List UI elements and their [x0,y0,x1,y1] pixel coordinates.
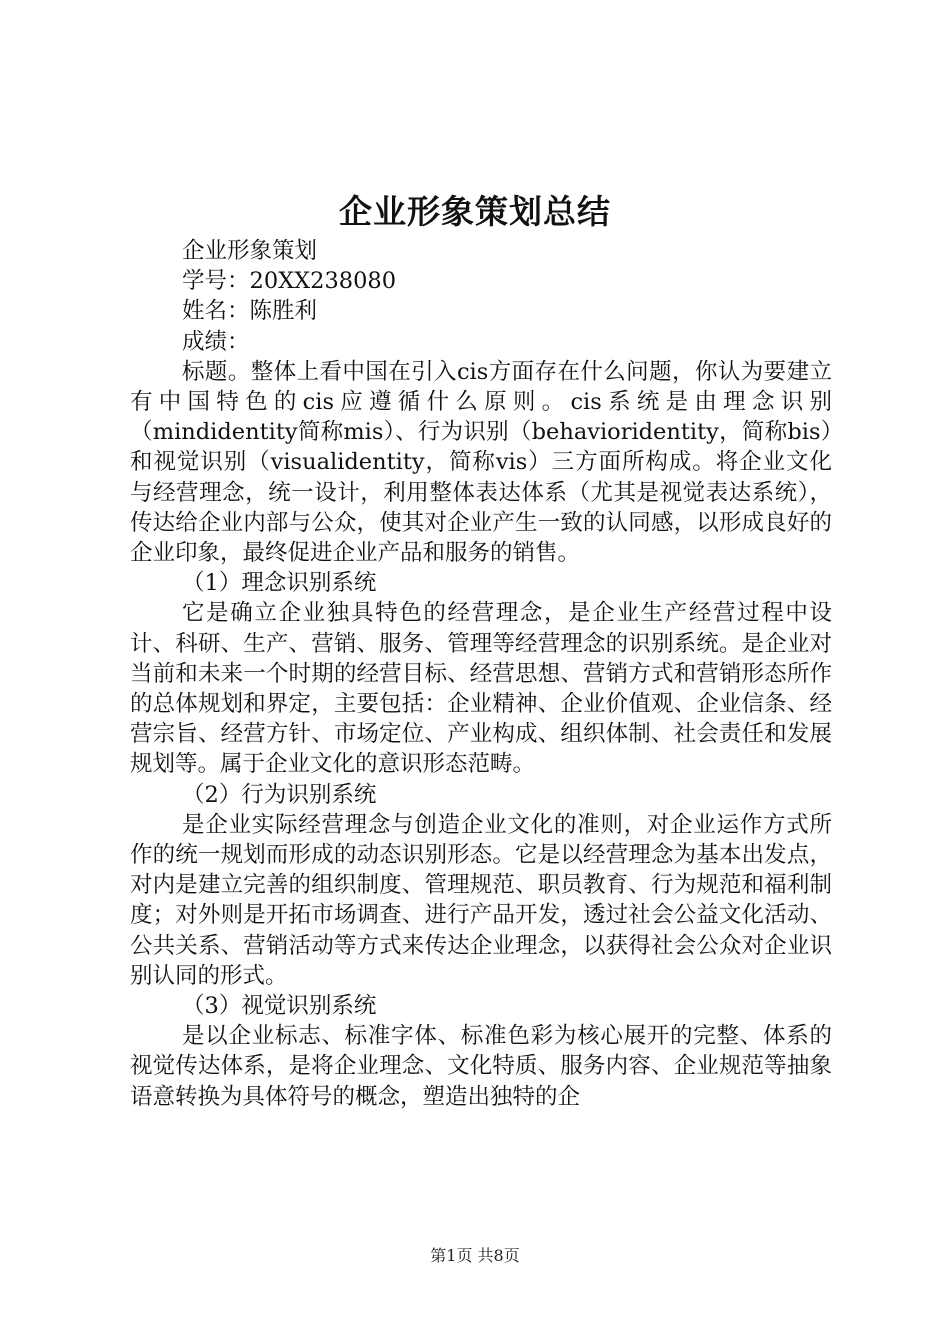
section-heading-behavior: （2）行为识别系统 [182,781,377,808]
name-line: 姓名：陈胜利 [182,298,318,325]
grade-line: 成绩： [182,328,250,355]
intro-paragraph: 标题。整体上看中国在引入cis方面存在什么问题，你认为要建立有中国特色的cis应遵循什么原则。cis系统是由理念识别（mindidentity简称mis）、行为识别（behavioridentity，简称bis）和视觉识别（visualidentity，简称vis）三方面所构成。将企业文化与经营理念，统一设计，利用整体表达体系（尤其是视觉表达系统），传达给企业内部与公众，使其对企业产生一致的认同感，以形成良好的企业印象，最终促进企业产品和服务的销售。 [130,358,832,567]
document-body [130,236,832,1112]
subtitle-line: 企业形象策划 [182,238,318,264]
section-text-behavior: 是企业实际经营理念与创造企业文化的准则，对企业运作方式所作的统一规划而形成的动态识别形态。它是以经营理念为基本出发点，对内是建立完善的组织制度、管理规范、职员教育、行为规范和福利制度；对外则是开拓市场调查、进行产品开发，透过社会公益文化活动、公共关系、营销活动等方式来传达企业理念，以获得社会公众对企业识别认同的形式。 [130,811,832,989]
student-id-line: 学号：20XX238080 [182,268,397,295]
document-title: 企业形象策划总结 [339,192,611,231]
page-number-footer: 第1页 共8页 [430,1246,520,1265]
section-heading-concept: （1）理念识别系统 [182,570,377,597]
section-text-concept: 它是确立企业独具特色的经营理念，是企业生产经营过程中设计、科研、生产、营销、服务、管理等经营理念的识别系统。是企业对当前和未来一个时期的经营目标、经营思想、营销方式和营销形态所作的总体规划和界定，主要包括：企业精神、企业价值观、企业信条、经营宗旨、经营方针、市场定位、产业构成、组织体制、社会责任和发展规划等。属于企业文化的意识形态范畴。 [130,600,832,778]
section-text-visual: 是以企业标志、标准字体、标准色彩为核心展开的完整、体系的视觉传达体系，是将企业理念、文化特质、服务内容、企业规范等抽象语意转换为具体符号的概念，塑造出独特的企 [130,1023,832,1110]
section-heading-visual: （3）视觉识别系统 [182,993,377,1020]
